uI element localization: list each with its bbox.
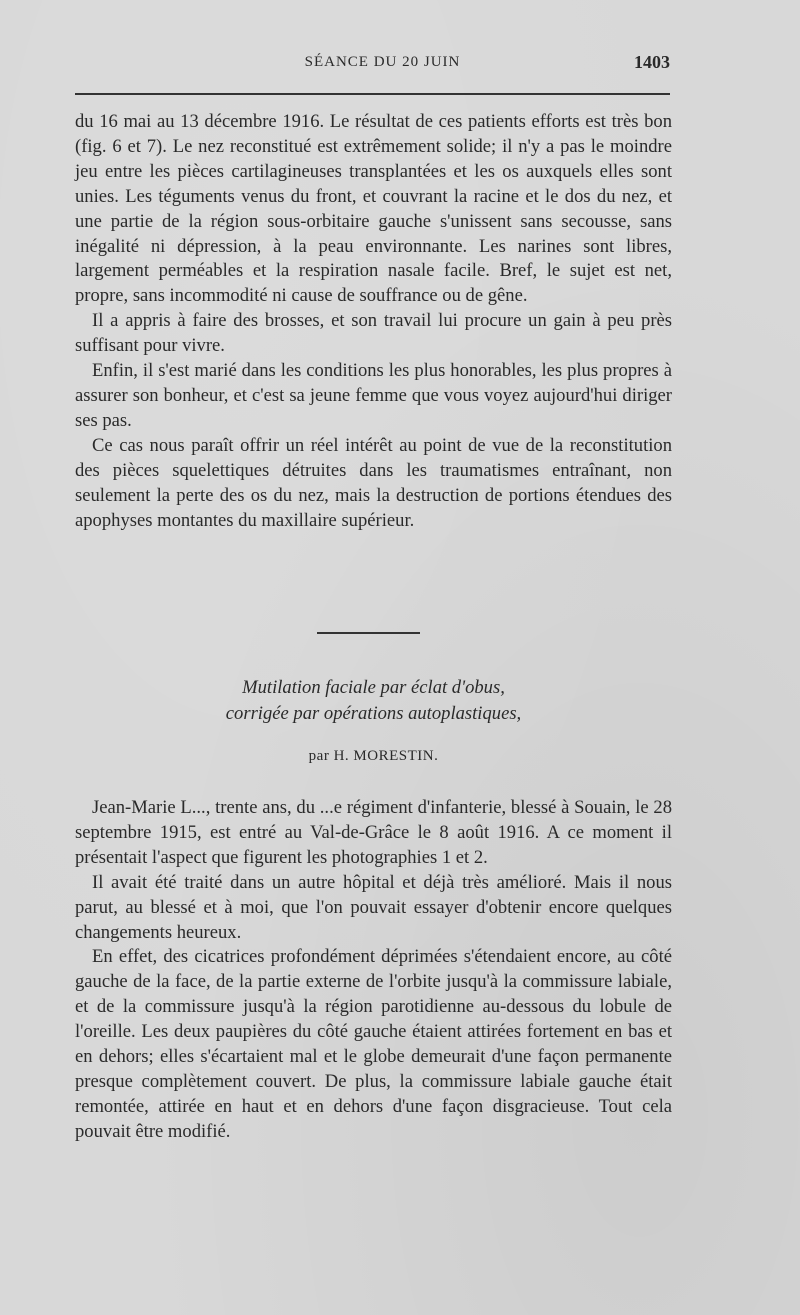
article-title (75, 675, 672, 727)
article-author: par H. MORESTIN. (308, 748, 439, 764)
paragraph: Il a appris à faire des brosses, et son travail lui procure un gain à peu près suffisant pour vivre. (75, 310, 672, 357)
running-title: SÉANCE DU 20 JUIN (304, 54, 461, 70)
paragraph: En effet, des cicatrices profondément déprimées s'étendaient encore, au côté gauche de la face, de la partie externe de l'orbite jusqu'à la commissure labiale, et de la commissure jusqu'à la région parotidienne au-dessous du lobule de l'oreille. Les deux paupières du côté gauche étaient attirées fortement en bas et en dehors; elles s'écartaient mal et le globe demeurait d'une façon permanente presque complètement couvert. De plus, la commissure labiale gauche était remontée, attirée en haut et en dehors d'une façon disgracieuse. Tout cela pouvait être modifié. (75, 946, 672, 1142)
paragraph: Ce cas nous paraît offrir un réel intérêt au point de vue de la reconstitution des pièces squelettiques détruites dans les traumatismes entraînant, non seulement la perte des os du nez, mais la destruction de portions étendues des apophyses montantes du maxillaire supérieur. (75, 434, 672, 531)
paragraph: Enfin, il s'est marié dans les conditions les plus honorables, les plus propres à assurer son bonheur, et c'est sa jeune femme que vous voyez aujourd'hui diriger ses pas. (75, 360, 672, 431)
previous-article-conclusion (75, 110, 672, 533)
section-separator (317, 632, 420, 634)
page-header (75, 50, 670, 80)
article-title-line: corrigée par opérations autoplastiques, (225, 703, 522, 724)
header-rule (75, 93, 670, 95)
article-body (75, 796, 672, 1145)
article-title-line: Mutilation faciale par éclat d'obus, (242, 677, 505, 698)
paragraph: Jean-Marie L..., trente ans, du ...e régiment d'infanterie, blessé à Souain, le 28 septembre 1915, est entré au Val-de-Grâce le 8 août 1916. A ce moment il présentait l'aspect que figurent les photographies 1 et 2. (75, 797, 672, 868)
paragraph: Il avait été traité dans un autre hôpital et déjà très amélioré. Mais il nous parut, au blessé et à moi, que l'on pouvait essayer d'obtenir encore quelques changements heureux. (75, 871, 672, 943)
paragraph: du 16 mai au 13 décembre 1916. Le résultat de ces patients efforts est très bon (fig. 6 et 7). Le nez reconstitué est extrêmement solide; il n'y a pas le moindre jeu entre les pièces cartilagineuses transplantées et les os auxquels elles sont unies. Les téguments venus du front, et couvrant la racine et le dos du nez, et une partie de la région sous-orbitaire gauche s'unissent sans secousse, sans inégalité ni dépression, à la peau environnante. Les narines sont libres, largement perméables et la respiration nasale facile. Bref, le sujet est net, propre, sans incommodité ni cause de souffrance ou de gêne. (75, 111, 672, 307)
page-number: 1403 (634, 52, 670, 72)
